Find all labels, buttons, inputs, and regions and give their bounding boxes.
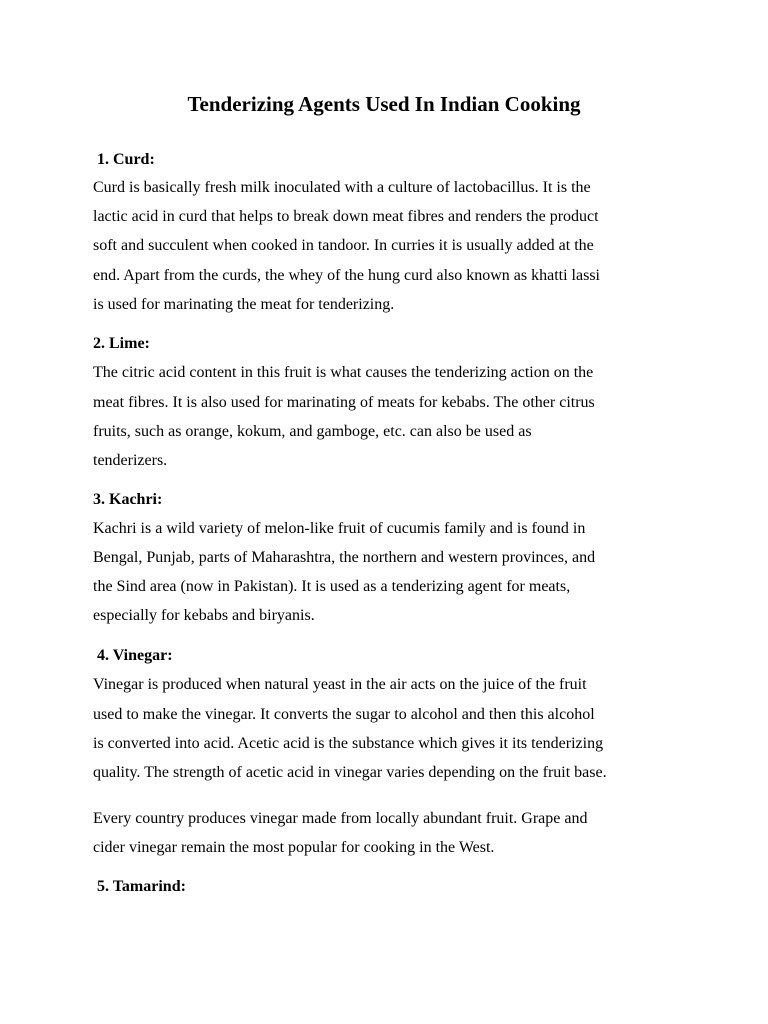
paragraph-line: Every country produces vinegar made from locally abundant fruit. Grape and (93, 810, 588, 827)
section-heading-tamarind: 5. Tamarind: (97, 878, 186, 895)
paragraph-line: Kachri is a wild variety of melon-like fruit of cucumis family and is found in (93, 520, 586, 537)
section-heading-kachri: 3. Kachri: (93, 491, 163, 508)
paragraph-line: tenderizers. (93, 452, 168, 469)
paragraph-line: The citric acid content in this fruit is what causes the tenderizing action on the (93, 364, 594, 381)
section-heading-vinegar: 4. Vinegar: (97, 647, 173, 664)
paragraph-line: fruits, such as orange, kokum, and gamboge, etc. can also be used as (93, 423, 532, 440)
paragraph-line: is converted into acid. Acetic acid is the substance which gives it its tenderizing (93, 735, 604, 752)
paragraph-line: used to make the vinegar. It converts the sugar to alcohol and then this alcohol (93, 706, 595, 723)
section-heading-lime: 2. Lime: (93, 335, 150, 352)
paragraph-line: especially for kebabs and biryanis. (93, 607, 315, 624)
paragraph-line: lactic acid in curd that helps to break down meat fibres and renders the product (93, 208, 599, 225)
paragraph-line: soft and succulent when cooked in tandoor. In curries it is usually added at the (93, 237, 594, 254)
section-heading-curd: 1. Curd: (97, 151, 155, 168)
paragraph-line: meat fibres. It is also used for marinating of meats for kebabs. The other citrus (93, 394, 595, 411)
paragraph-line: is used for marinating the meat for tenderizing. (93, 296, 395, 313)
paragraph-line: Curd is basically fresh milk inoculated with a culture of lactobacillus. It is the (93, 179, 591, 196)
paragraph-line: Vinegar is produced when natural yeast in the air acts on the juice of the fruit (93, 676, 587, 693)
paragraph-line: Bengal, Punjab, parts of Maharashtra, the northern and western provinces, and (93, 549, 596, 566)
document-title: Tenderizing Agents Used In Indian Cooking (187, 92, 581, 116)
paragraph-line: end. Apart from the curds, the whey of the hung curd also known as khatti lassi (93, 267, 600, 284)
paragraph-line: quality. The strength of acetic acid in vinegar varies depending on the fruit base. (93, 764, 607, 781)
paragraph-line: cider vinegar remain the most popular for cooking in the West. (93, 839, 495, 856)
paragraph-line: the Sind area (now in Pakistan). It is used as a tenderizing agent for meats, (93, 578, 571, 595)
